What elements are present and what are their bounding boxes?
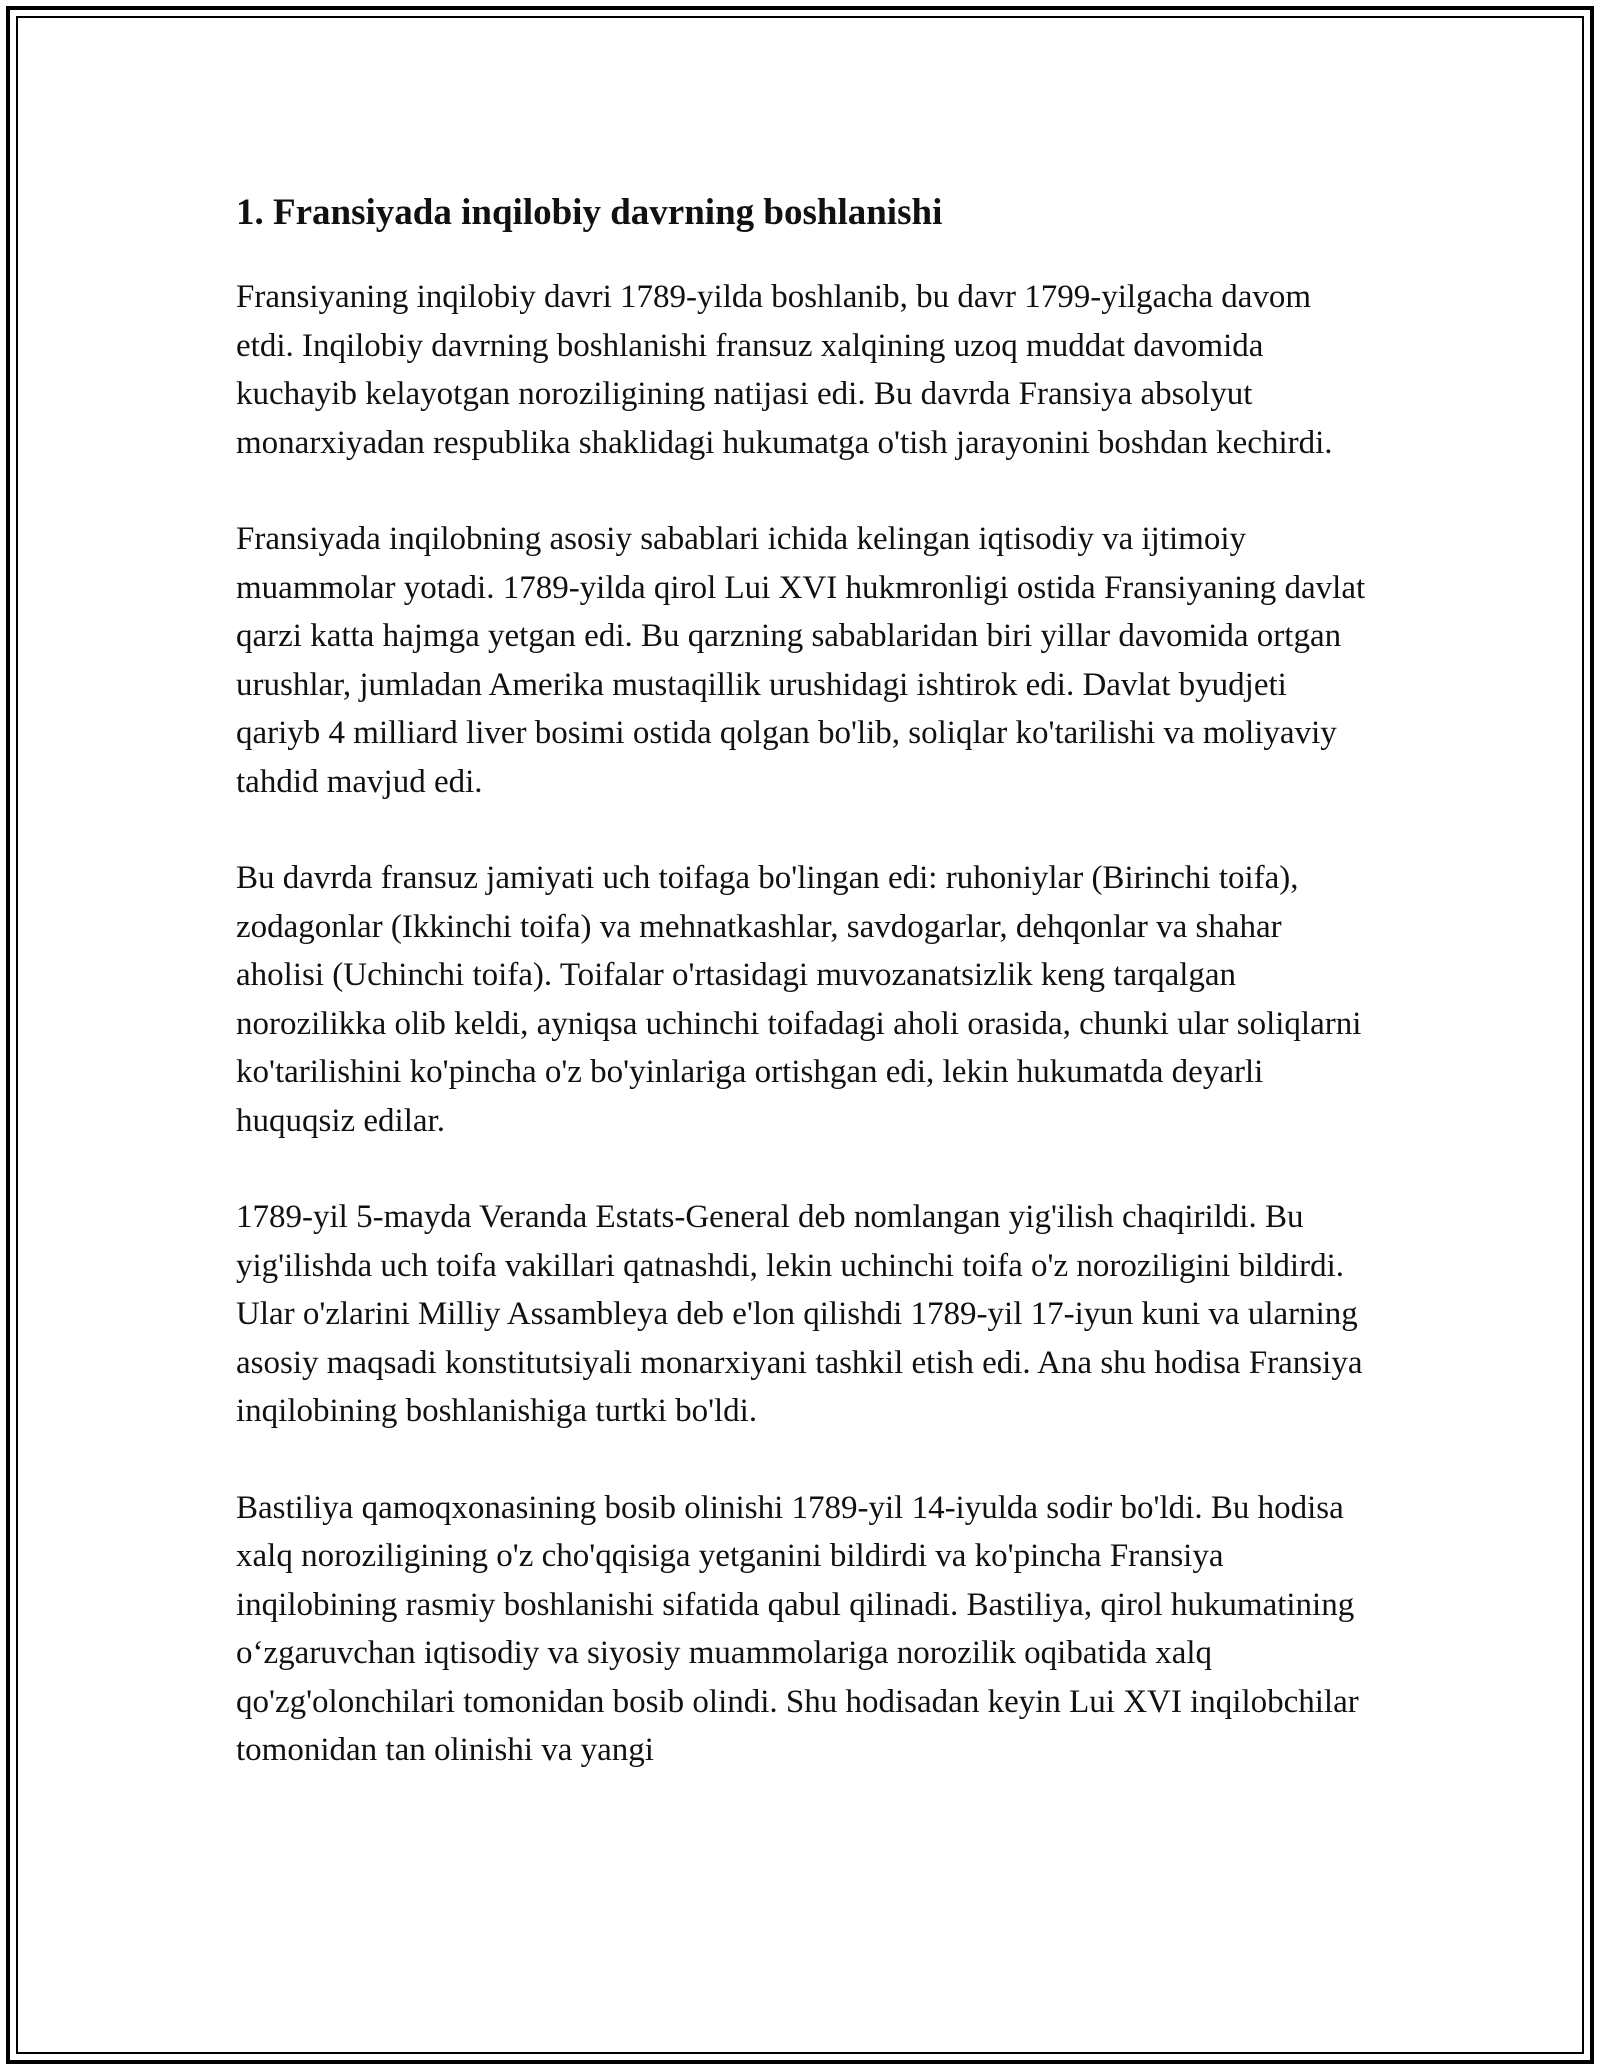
paragraph-5: Bastiliya qamoqxonasining bosib olinishi 1789-yil 14-iyulda sodir bo'ldi. Bu hodisa xalq noroziligining o'z cho'qqisiga yetganini bildirdi va ko'pincha Fransiya inqilobining rasmiy boshlanishi sifatida qabul qilinadi. Bastiliya, qirol hukumatining o‘zgaruvchan iqtisodiy va siyosiy muammolariga norozilik oqibatida xalq qo'zg'olonchilari tomonidan bosib olindi. Shu hodisadan keyin Lui XVI inqilobchilar tomonidan tan olinishi va yangi xyxy=(236,1489,1359,1768)
paragraph-1: Fransiyaning inqilobiy davri 1789-yilda boshlanib, bu davr 1799-yilgacha davom etdi. Inqilobiy davrning boshlanishi fransuz xalqining uzoq muddat davomida kuchayib kelayotgan noroziligining natijasi edi. Bu davrda Fransiya absolyut monarxiyadan respublika shaklidagi hukumatga o'tish jarayonini boshdan kechirdi. xyxy=(236,279,1333,461)
document-page xyxy=(236,185,1376,1823)
paragraph-4: 1789-yil 5-mayda Veranda Estats-General deb nomlangan yig'ilish chaqirildi. Bu yig'ilishda uch toifa vakillari qatnashdi, lekin uchinchi toifa o'z noroziligini bildirdi. Ular o'zlarini Milliy Assambleya deb e'lon qilishdi 1789-yil 17-iyun kuni va ularning asosiy maqsadi konstitutsiyali monarxiyani tashkil etish edi. Ana shu hodisa Fransiya inqilobining boshlanishiga turtki bo'ldi. xyxy=(236,1199,1363,1429)
section-heading: 1. Fransiyada inqilobiy davrning boshlanishi xyxy=(236,192,943,233)
paragraph-2: Fransiyada inqilobning asosiy sabablari ichida kelingan iqtisodiy va ijtimoiy muammolar yotadi. 1789-yilda qirol Lui XVI hukmronligi ostida Fransiyaning davlat qarzi katta hajmga yetgan edi. Bu qarzning sabablaridan biri yillar davomida ortgan urushlar, jumladan Amerika mustaqillik urushidagi ishtirok edi. Davlat byudjeti qariyb 4 milliard liver bosimi ostida qolgan bo'lib, soliqlar ko'tarilishi va moliyaviy tahdid mavjud edi. xyxy=(236,521,1366,800)
paragraph-3: Bu davrda fransuz jamiyati uch toifaga bo'lingan edi: ruhoniylar (Birinchi toifa), zodagonlar (Ikkinchi toifa) va mehnatkashlar, savdogarlar, dehqonlar va shahar aholisi (Uchinchi toifa). Toifalar o'rtasidagi muvozanatsizlik keng tarqalgan norozilikka olib keldi, ayniqsa uchinchi toifadagi aholi orasida, chunki ular soliqlarni ko'tarilishini ko'pincha o'z bo'yinlariga ortishgan edi, lekin hukumatda deyarli huquqsiz edilar. xyxy=(236,860,1362,1139)
